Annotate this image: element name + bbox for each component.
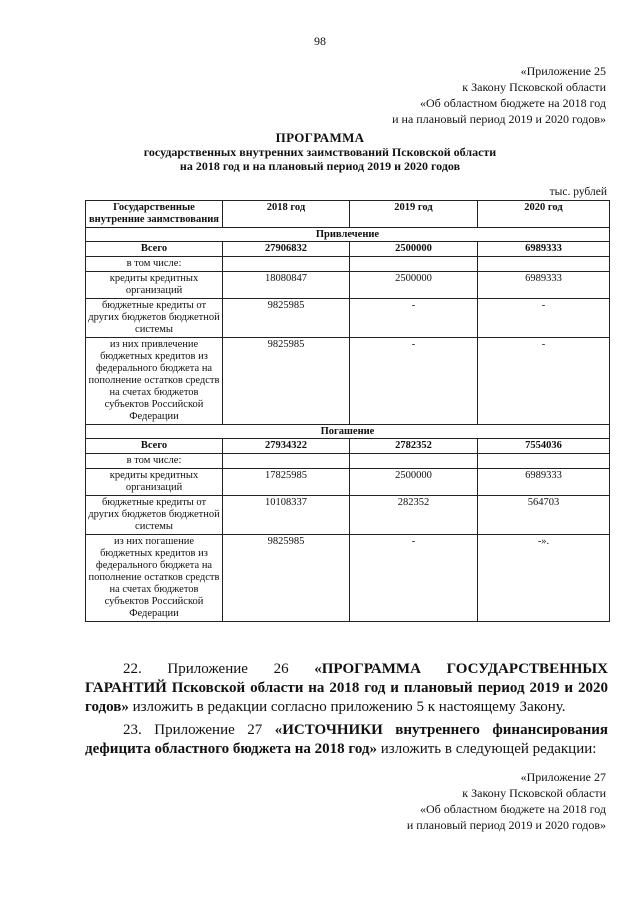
cell-value: 27906832 bbox=[223, 242, 350, 257]
appendix-line: к Закону Псковской области bbox=[462, 80, 606, 94]
column-header: 2019 год bbox=[350, 201, 478, 228]
row-label: бюджетные кредиты от других бюджетов бюджетной системы bbox=[86, 299, 223, 338]
cell-value: - bbox=[350, 338, 478, 425]
table-row bbox=[86, 242, 610, 257]
appendix-line: «Приложение 27 bbox=[520, 770, 606, 784]
word: 22. bbox=[123, 661, 142, 677]
table-row bbox=[86, 454, 610, 469]
cell-value: 2500000 bbox=[350, 242, 478, 257]
borrowing-program-table bbox=[85, 200, 610, 622]
section-title: Привлечение bbox=[86, 228, 610, 242]
row-label: Всего bbox=[86, 439, 223, 454]
page-number: 98 bbox=[314, 34, 326, 48]
cell-value: 6989333 bbox=[478, 469, 610, 496]
table-row bbox=[86, 272, 610, 299]
table-row bbox=[86, 439, 610, 454]
title-line: на 2018 год и на плановый период 2019 и 2020 годов bbox=[179, 159, 461, 173]
table-row bbox=[86, 338, 610, 425]
row-label: из них привлечение бюджетных кредитов из федерального бюджета на пополнение остатков средств на счетах бюджетов субъектов Российской Федерации bbox=[86, 338, 223, 425]
table-header-row bbox=[86, 201, 610, 228]
appendix-line: «Приложение 25 bbox=[520, 64, 606, 78]
cell-value: - bbox=[478, 299, 610, 338]
paragraph-23 bbox=[85, 721, 608, 759]
appendix-line: и плановый период 2019 и 2020 годов» bbox=[406, 818, 606, 832]
paragraph-first-line bbox=[85, 660, 608, 679]
cell-value: 6989333 bbox=[478, 242, 610, 257]
cell-value: 10108337 bbox=[223, 496, 350, 535]
plain-text: Приложение 27 bbox=[141, 722, 275, 738]
cell-value: 9825985 bbox=[223, 299, 350, 338]
cell-value: - bbox=[350, 299, 478, 338]
cell-value: 6989333 bbox=[478, 272, 610, 299]
word: Приложение bbox=[167, 661, 248, 677]
section-title: Погашение bbox=[86, 425, 610, 439]
paragraph-rest bbox=[85, 679, 608, 717]
cell-value: 2500000 bbox=[350, 272, 478, 299]
bold-text: ГАРАНТИЙ Псковской области на 2018 год и плановый период 2019 и 2020 годов» bbox=[85, 680, 608, 715]
cell-value: -». bbox=[478, 535, 610, 622]
row-label: кредиты кредитных организаций bbox=[86, 469, 223, 496]
column-header: 2020 год bbox=[478, 201, 610, 228]
cell-value: 18080847 bbox=[223, 272, 350, 299]
cell-value: 2782352 bbox=[350, 439, 478, 454]
cell-value: 2500000 bbox=[350, 469, 478, 496]
table-row bbox=[86, 299, 610, 338]
section-row bbox=[86, 425, 610, 439]
cell-value: 282352 bbox=[350, 496, 478, 535]
word: 26 bbox=[273, 661, 289, 677]
row-label: из них погашение бюджетных кредитов из федерального бюджета на пополнение остатков средств на счетах бюджетов субъектов Российской Федерации bbox=[86, 535, 223, 622]
plain-text: изложить в следующей редакции: bbox=[377, 741, 597, 757]
appendix-line: «Об областном бюджете на 2018 год bbox=[420, 802, 606, 816]
bold-text: «ИСТОЧНИКИ внутреннего финансирования дефицита областного бюджета на 2018 год» bbox=[85, 722, 608, 757]
cell-value: 7554036 bbox=[478, 439, 610, 454]
table-row bbox=[86, 257, 610, 272]
plain-text: изложить в редакции согласно приложению 5 к настоящему Закону. bbox=[128, 699, 566, 715]
word: «ПРОГРАММА bbox=[314, 661, 421, 677]
table-row bbox=[86, 535, 610, 622]
cell-value: 27934322 bbox=[223, 439, 350, 454]
unit-label: тыс. рублей bbox=[549, 186, 607, 198]
cell-value: 9825985 bbox=[223, 338, 350, 425]
appendix-line: к Закону Псковской области bbox=[462, 786, 606, 800]
cell-value: 17825985 bbox=[223, 469, 350, 496]
row-label: кредиты кредитных организаций bbox=[86, 272, 223, 299]
column-header: 2018 год bbox=[223, 201, 350, 228]
cell-value: - bbox=[350, 535, 478, 622]
word: ГОСУДАРСТВЕННЫХ bbox=[446, 661, 608, 677]
title-line: ПРОГРАММА bbox=[275, 130, 365, 145]
program-title bbox=[0, 131, 640, 173]
paragraph-22 bbox=[85, 660, 608, 717]
appendix-25-header bbox=[392, 63, 606, 127]
appendix-line: «Об областном бюджете на 2018 год bbox=[420, 96, 606, 110]
cell-value: - bbox=[478, 338, 610, 425]
title-line: государственных внутренних заимствований Псковской области bbox=[143, 145, 497, 159]
row-label: в том числе: bbox=[86, 257, 223, 272]
table-row bbox=[86, 496, 610, 535]
cell-value: 9825985 bbox=[223, 535, 350, 622]
row-label: Всего bbox=[86, 242, 223, 257]
paragraph-number: 23. bbox=[123, 722, 142, 738]
column-header: Государственные внутренние заимствования bbox=[86, 201, 223, 228]
appendix-line: и на плановый период 2019 и 2020 годов» bbox=[392, 112, 606, 126]
appendix-27-header bbox=[407, 769, 606, 833]
cell-value: 564703 bbox=[478, 496, 610, 535]
row-label: бюджетные кредиты от других бюджетов бюджетной системы bbox=[86, 496, 223, 535]
row-label: в том числе: bbox=[86, 454, 223, 469]
table-row bbox=[86, 469, 610, 496]
section-row bbox=[86, 228, 610, 242]
